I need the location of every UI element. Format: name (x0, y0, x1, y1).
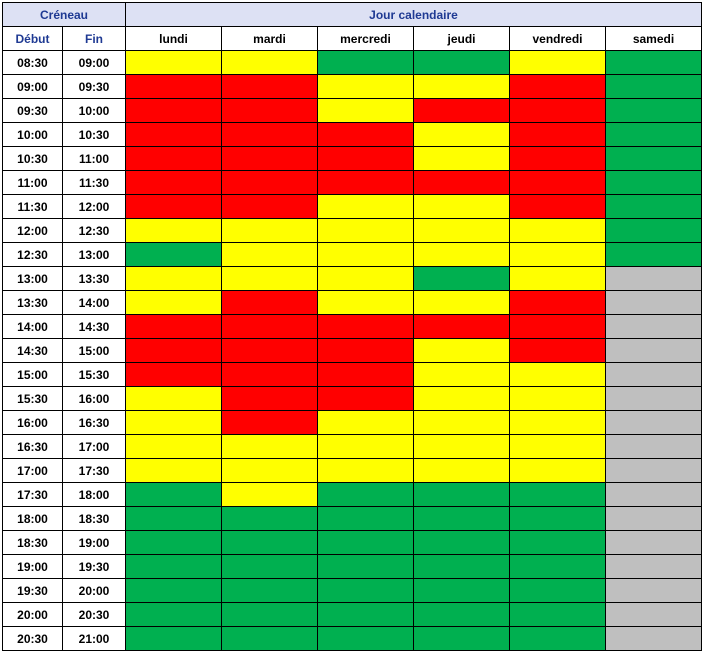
slot-end-time: 11:30 (63, 171, 126, 195)
table-row (3, 243, 702, 267)
slot-end-time: 18:30 (63, 507, 126, 531)
availability-cell-mercredi[interactable] (318, 459, 414, 483)
slot-end-time: 14:00 (63, 291, 126, 315)
table-row (3, 459, 702, 483)
slot-end-time: 15:30 (63, 363, 126, 387)
availability-cell-mercredi[interactable] (318, 219, 414, 243)
availability-cell-vendredi[interactable] (510, 99, 606, 123)
availability-cell-lundi[interactable] (126, 75, 222, 99)
availability-cell-samedi[interactable] (606, 435, 702, 459)
slot-end-time: 17:30 (63, 459, 126, 483)
availability-cell-samedi[interactable] (606, 603, 702, 627)
slot-end-time: 13:00 (63, 243, 126, 267)
availability-cell-samedi[interactable] (606, 507, 702, 531)
slot-end-time: 20:00 (63, 579, 126, 603)
column-header-mardi: mardi (222, 27, 318, 51)
table-row (3, 291, 702, 315)
availability-cell-vendredi[interactable] (510, 315, 606, 339)
availability-cell-lundi[interactable] (126, 339, 222, 363)
slot-start-time: 16:30 (3, 435, 63, 459)
availability-cell-lundi[interactable] (126, 507, 222, 531)
group-header-jour-calendaire: Jour calendaire (126, 3, 702, 27)
table-row (3, 123, 702, 147)
table-row (3, 99, 702, 123)
column-header-lundi: lundi (126, 27, 222, 51)
slot-start-time: 14:30 (3, 339, 63, 363)
availability-cell-jeudi[interactable] (414, 483, 510, 507)
availability-cell-lundi[interactable] (126, 123, 222, 147)
slot-end-time: 09:00 (63, 51, 126, 75)
column-header-debut: Début (3, 27, 63, 51)
availability-cell-mardi[interactable] (222, 51, 318, 75)
slot-start-time: 11:00 (3, 171, 63, 195)
availability-cell-vendredi[interactable] (510, 291, 606, 315)
availability-cell-mercredi[interactable] (318, 75, 414, 99)
availability-cell-vendredi[interactable] (510, 603, 606, 627)
availability-cell-jeudi[interactable] (414, 627, 510, 651)
table-row (3, 171, 702, 195)
availability-cell-vendredi[interactable] (510, 627, 606, 651)
availability-table (2, 2, 702, 651)
availability-cell-samedi[interactable] (606, 387, 702, 411)
availability-cell-jeudi[interactable] (414, 507, 510, 531)
availability-cell-jeudi[interactable] (414, 219, 510, 243)
table-row (3, 195, 702, 219)
availability-cell-mercredi[interactable] (318, 387, 414, 411)
column-header-mercredi: mercredi (318, 27, 414, 51)
slot-start-time: 18:30 (3, 531, 63, 555)
availability-cell-jeudi[interactable] (414, 435, 510, 459)
availability-cell-samedi[interactable] (606, 171, 702, 195)
availability-cell-mardi[interactable] (222, 483, 318, 507)
availability-cell-mardi[interactable] (222, 363, 318, 387)
availability-cell-lundi[interactable] (126, 459, 222, 483)
slot-end-time: 12:30 (63, 219, 126, 243)
availability-cell-mercredi[interactable] (318, 291, 414, 315)
availability-cell-vendredi[interactable] (510, 555, 606, 579)
availability-cell-samedi[interactable] (606, 363, 702, 387)
slot-end-time: 10:00 (63, 99, 126, 123)
slot-start-time: 13:30 (3, 291, 63, 315)
availability-cell-vendredi[interactable] (510, 579, 606, 603)
table-header (3, 3, 702, 51)
slot-start-time: 13:00 (3, 267, 63, 291)
availability-cell-mardi[interactable] (222, 75, 318, 99)
group-header-creneau: Créneau (3, 3, 126, 27)
availability-cell-jeudi[interactable] (414, 411, 510, 435)
availability-cell-vendredi[interactable] (510, 459, 606, 483)
availability-cell-samedi[interactable] (606, 555, 702, 579)
slot-end-time: 19:30 (63, 555, 126, 579)
header-columns-row (3, 27, 702, 51)
availability-cell-mardi[interactable] (222, 171, 318, 195)
table-row (3, 75, 702, 99)
availability-cell-mercredi[interactable] (318, 363, 414, 387)
availability-cell-lundi[interactable] (126, 147, 222, 171)
availability-cell-lundi[interactable] (126, 171, 222, 195)
availability-cell-samedi[interactable] (606, 195, 702, 219)
availability-cell-jeudi[interactable] (414, 75, 510, 99)
availability-cell-vendredi[interactable] (510, 243, 606, 267)
slot-start-time: 12:00 (3, 219, 63, 243)
availability-cell-samedi[interactable] (606, 459, 702, 483)
availability-cell-mardi[interactable] (222, 267, 318, 291)
availability-cell-vendredi[interactable] (510, 483, 606, 507)
table-row (3, 219, 702, 243)
column-header-samedi: samedi (606, 27, 702, 51)
slot-start-time: 09:00 (3, 75, 63, 99)
availability-cell-samedi[interactable] (606, 123, 702, 147)
availability-cell-mercredi[interactable] (318, 147, 414, 171)
slot-start-time: 17:00 (3, 459, 63, 483)
slot-start-time: 16:00 (3, 411, 63, 435)
availability-cell-jeudi[interactable] (414, 603, 510, 627)
availability-cell-lundi[interactable] (126, 579, 222, 603)
availability-cell-mardi[interactable] (222, 603, 318, 627)
availability-cell-mercredi[interactable] (318, 483, 414, 507)
availability-cell-jeudi[interactable] (414, 555, 510, 579)
availability-cell-vendredi[interactable] (510, 435, 606, 459)
slot-start-time: 19:30 (3, 579, 63, 603)
availability-cell-vendredi[interactable] (510, 411, 606, 435)
availability-cell-samedi[interactable] (606, 243, 702, 267)
availability-cell-mercredi[interactable] (318, 195, 414, 219)
availability-cell-samedi[interactable] (606, 51, 702, 75)
availability-cell-lundi[interactable] (126, 603, 222, 627)
table-body (3, 51, 702, 651)
slot-end-time: 11:00 (63, 147, 126, 171)
availability-cell-mercredi[interactable] (318, 555, 414, 579)
slot-end-time: 16:00 (63, 387, 126, 411)
slot-end-time: 13:30 (63, 267, 126, 291)
availability-cell-lundi[interactable] (126, 531, 222, 555)
availability-cell-lundi[interactable] (126, 555, 222, 579)
availability-cell-mardi[interactable] (222, 315, 318, 339)
table-row (3, 435, 702, 459)
slot-start-time: 11:30 (3, 195, 63, 219)
availability-cell-lundi[interactable] (126, 315, 222, 339)
availability-cell-jeudi[interactable] (414, 195, 510, 219)
availability-cell-samedi[interactable] (606, 267, 702, 291)
availability-cell-lundi[interactable] (126, 483, 222, 507)
availability-cell-vendredi[interactable] (510, 339, 606, 363)
table-row (3, 555, 702, 579)
availability-cell-lundi[interactable] (126, 411, 222, 435)
availability-cell-jeudi[interactable] (414, 123, 510, 147)
slot-start-time: 20:30 (3, 627, 63, 651)
table-row (3, 315, 702, 339)
availability-cell-jeudi[interactable] (414, 339, 510, 363)
table-row (3, 51, 702, 75)
availability-cell-jeudi[interactable] (414, 291, 510, 315)
availability-cell-samedi[interactable] (606, 99, 702, 123)
slot-start-time: 20:00 (3, 603, 63, 627)
column-header-jeudi: jeudi (414, 27, 510, 51)
availability-cell-mardi[interactable] (222, 555, 318, 579)
availability-cell-lundi[interactable] (126, 387, 222, 411)
availability-cell-vendredi[interactable] (510, 267, 606, 291)
table-row (3, 411, 702, 435)
availability-cell-vendredi[interactable] (510, 219, 606, 243)
availability-cell-jeudi[interactable] (414, 579, 510, 603)
availability-cell-vendredi[interactable] (510, 195, 606, 219)
availability-cell-samedi[interactable] (606, 315, 702, 339)
availability-cell-samedi[interactable] (606, 579, 702, 603)
slot-end-time: 09:30 (63, 75, 126, 99)
availability-cell-mardi[interactable] (222, 507, 318, 531)
column-header-fin: Fin (63, 27, 126, 51)
availability-cell-jeudi[interactable] (414, 171, 510, 195)
slot-start-time: 15:30 (3, 387, 63, 411)
slot-start-time: 19:00 (3, 555, 63, 579)
availability-cell-mercredi[interactable] (318, 603, 414, 627)
availability-cell-mardi[interactable] (222, 579, 318, 603)
availability-cell-mardi[interactable] (222, 387, 318, 411)
table-row (3, 339, 702, 363)
availability-cell-lundi[interactable] (126, 363, 222, 387)
availability-cell-samedi[interactable] (606, 75, 702, 99)
table-row (3, 483, 702, 507)
table-row (3, 387, 702, 411)
availability-cell-lundi[interactable] (126, 99, 222, 123)
table-row (3, 267, 702, 291)
availability-cell-jeudi[interactable] (414, 531, 510, 555)
table-row (3, 603, 702, 627)
availability-cell-jeudi[interactable] (414, 147, 510, 171)
slot-end-time: 14:30 (63, 315, 126, 339)
availability-cell-vendredi[interactable] (510, 507, 606, 531)
availability-cell-samedi[interactable] (606, 627, 702, 651)
table-row (3, 579, 702, 603)
availability-cell-mercredi[interactable] (318, 531, 414, 555)
availability-cell-samedi[interactable] (606, 291, 702, 315)
availability-cell-lundi[interactable] (126, 627, 222, 651)
availability-cell-samedi[interactable] (606, 411, 702, 435)
availability-cell-mardi[interactable] (222, 123, 318, 147)
availability-cell-mardi[interactable] (222, 459, 318, 483)
availability-cell-samedi[interactable] (606, 483, 702, 507)
availability-cell-jeudi[interactable] (414, 363, 510, 387)
availability-cell-jeudi[interactable] (414, 459, 510, 483)
slot-start-time: 09:30 (3, 99, 63, 123)
availability-cell-jeudi[interactable] (414, 315, 510, 339)
table-row (3, 147, 702, 171)
availability-cell-jeudi[interactable] (414, 51, 510, 75)
availability-cell-vendredi[interactable] (510, 363, 606, 387)
slot-start-time: 17:30 (3, 483, 63, 507)
availability-cell-mercredi[interactable] (318, 171, 414, 195)
slot-end-time: 21:00 (63, 627, 126, 651)
column-header-vendredi: vendredi (510, 27, 606, 51)
availability-cell-jeudi[interactable] (414, 99, 510, 123)
availability-cell-samedi[interactable] (606, 219, 702, 243)
availability-cell-samedi[interactable] (606, 147, 702, 171)
availability-cell-mercredi[interactable] (318, 51, 414, 75)
slot-start-time: 12:30 (3, 243, 63, 267)
slot-end-time: 20:30 (63, 603, 126, 627)
slot-start-time: 10:00 (3, 123, 63, 147)
slot-end-time: 19:00 (63, 531, 126, 555)
availability-cell-vendredi[interactable] (510, 123, 606, 147)
availability-cell-lundi[interactable] (126, 195, 222, 219)
availability-cell-lundi[interactable] (126, 435, 222, 459)
availability-cell-lundi[interactable] (126, 267, 222, 291)
slot-start-time: 10:30 (3, 147, 63, 171)
availability-cell-jeudi[interactable] (414, 243, 510, 267)
availability-cell-mardi[interactable] (222, 339, 318, 363)
availability-cell-mardi[interactable] (222, 219, 318, 243)
table-row (3, 531, 702, 555)
availability-cell-vendredi[interactable] (510, 171, 606, 195)
availability-cell-vendredi[interactable] (510, 387, 606, 411)
availability-cell-samedi[interactable] (606, 531, 702, 555)
slot-start-time: 15:00 (3, 363, 63, 387)
header-group-row (3, 3, 702, 27)
availability-cell-mercredi[interactable] (318, 315, 414, 339)
availability-cell-mercredi[interactable] (318, 579, 414, 603)
availability-cell-lundi[interactable] (126, 219, 222, 243)
table-row (3, 627, 702, 651)
availability-cell-samedi[interactable] (606, 339, 702, 363)
availability-cell-mercredi[interactable] (318, 243, 414, 267)
availability-cell-mercredi[interactable] (318, 123, 414, 147)
availability-cell-mardi[interactable] (222, 147, 318, 171)
availability-cell-mercredi[interactable] (318, 99, 414, 123)
availability-cell-mardi[interactable] (222, 99, 318, 123)
availability-cell-mercredi[interactable] (318, 435, 414, 459)
availability-cell-mercredi[interactable] (318, 267, 414, 291)
slot-start-time: 18:00 (3, 507, 63, 531)
availability-cell-mardi[interactable] (222, 627, 318, 651)
slot-end-time: 15:00 (63, 339, 126, 363)
availability-cell-vendredi[interactable] (510, 531, 606, 555)
table-row (3, 363, 702, 387)
availability-cell-mardi[interactable] (222, 195, 318, 219)
availability-cell-mardi[interactable] (222, 243, 318, 267)
availability-cell-mardi[interactable] (222, 291, 318, 315)
availability-cell-lundi[interactable] (126, 243, 222, 267)
slot-end-time: 17:00 (63, 435, 126, 459)
availability-cell-lundi[interactable] (126, 51, 222, 75)
availability-cell-mardi[interactable] (222, 411, 318, 435)
availability-cell-mercredi[interactable] (318, 411, 414, 435)
availability-cell-mercredi[interactable] (318, 507, 414, 531)
slot-end-time: 18:00 (63, 483, 126, 507)
availability-cell-mardi[interactable] (222, 531, 318, 555)
availability-cell-jeudi[interactable] (414, 387, 510, 411)
table-row (3, 507, 702, 531)
availability-cell-mardi[interactable] (222, 435, 318, 459)
availability-cell-lundi[interactable] (126, 291, 222, 315)
availability-cell-mercredi[interactable] (318, 339, 414, 363)
slot-start-time: 08:30 (3, 51, 63, 75)
availability-cell-vendredi[interactable] (510, 75, 606, 99)
slot-end-time: 12:00 (63, 195, 126, 219)
availability-cell-jeudi[interactable] (414, 267, 510, 291)
availability-cell-vendredi[interactable] (510, 147, 606, 171)
slot-start-time: 14:00 (3, 315, 63, 339)
availability-cell-vendredi[interactable] (510, 51, 606, 75)
availability-cell-mercredi[interactable] (318, 627, 414, 651)
slot-end-time: 16:30 (63, 411, 126, 435)
slot-end-time: 10:30 (63, 123, 126, 147)
